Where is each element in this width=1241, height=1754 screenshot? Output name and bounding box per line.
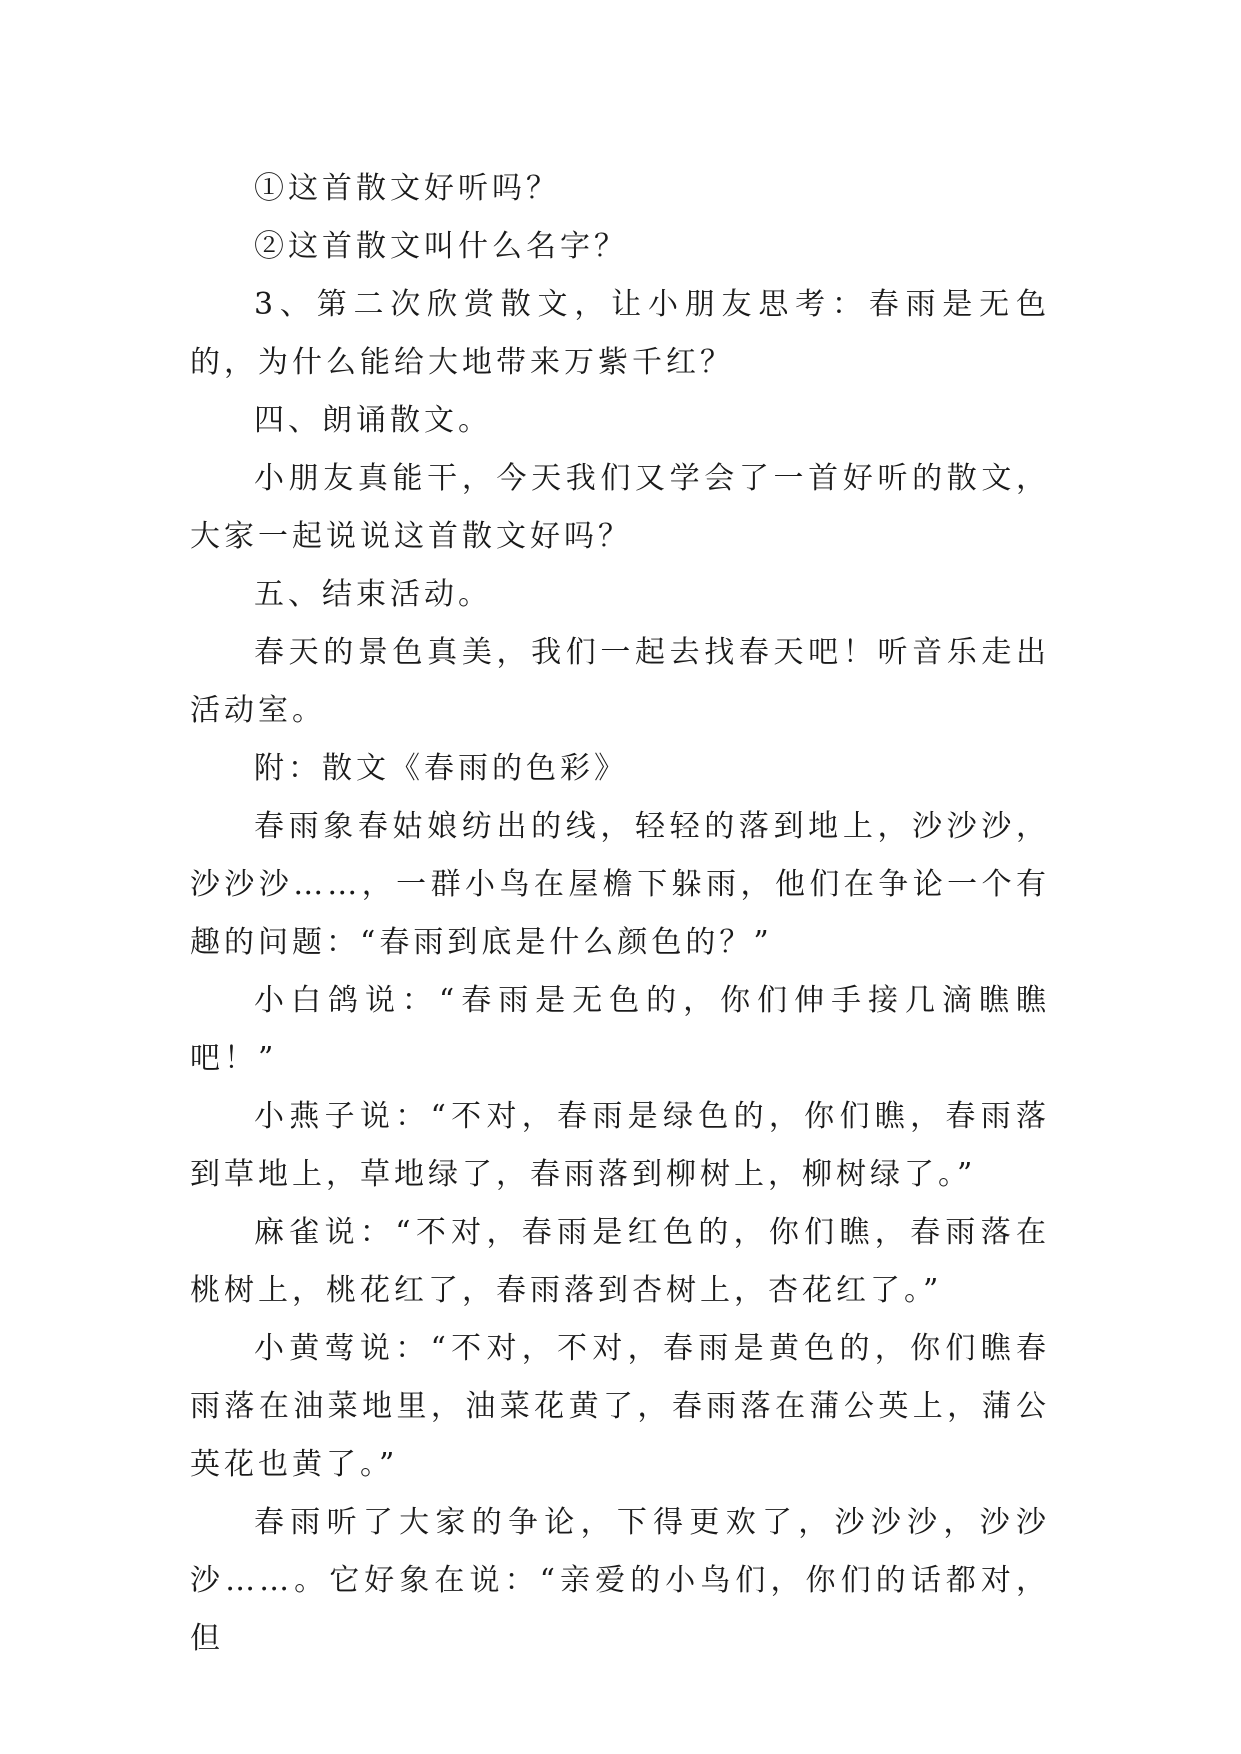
paragraph-oriole: 小黄莺说：“不对，不对，春雨是黄色的，你们瞧春雨落在油菜地里，油菜花黄了，春雨落在蒲公英上，蒲公英花也黄了。”	[190, 1331, 1050, 1482]
paragraph-recite: 小朋友真能干，今天我们又学会了一首好听的散文，大家一起说说这首散文好吗？	[190, 461, 1050, 554]
paragraph-sparrow: 麻雀说：“不对，春雨是红色的，你们瞧，春雨落在桃树上，桃花红了，春雨落到杏树上，杏花红了。”	[190, 1215, 1050, 1308]
paragraph-swallow: 小燕子说：“不对，春雨是绿色的，你们瞧，春雨落到草地上，草地绿了，春雨落到柳树上，柳树绿了。”	[190, 1099, 1050, 1192]
paragraph-end: 春天的景色真美，我们一起去找春天吧！听音乐走出活动室。	[190, 635, 1050, 728]
paragraph-story-intro: 春雨象春姑娘纺出的线，轻轻的落到地上，沙沙沙，沙沙沙……，一群小鸟在屋檐下躲雨，他们在争论一个有趣的问题：“春雨到底是什么颜色的？”	[190, 809, 1050, 960]
paragraph-dove: 小白鸽说：“春雨是无色的，你们伸手接几滴瞧瞧吧！”	[190, 983, 1050, 1076]
appendix-title: 附：散文《春雨的色彩》	[254, 751, 628, 786]
paragraph-question-2: ②这首散文叫什么名字？	[254, 229, 628, 264]
document-body	[190, 160, 1050, 1668]
section-heading-end: 五、结束活动。	[254, 577, 492, 612]
section-heading-recite: 四、朗诵散文。	[254, 403, 492, 438]
paragraph-question-1: ①这首散文好听吗？	[254, 171, 560, 206]
paragraph-step-3: 3、第二次欣赏散文，让小朋友思考：春雨是无色的，为什么能给大地带来万紫千红？	[190, 287, 1050, 380]
paragraph-rain-reply: 春雨听了大家的争论，下得更欢了，沙沙沙，沙沙沙……。它好象在说：“亲爱的小鸟们，你们的话都对，但	[190, 1505, 1050, 1656]
